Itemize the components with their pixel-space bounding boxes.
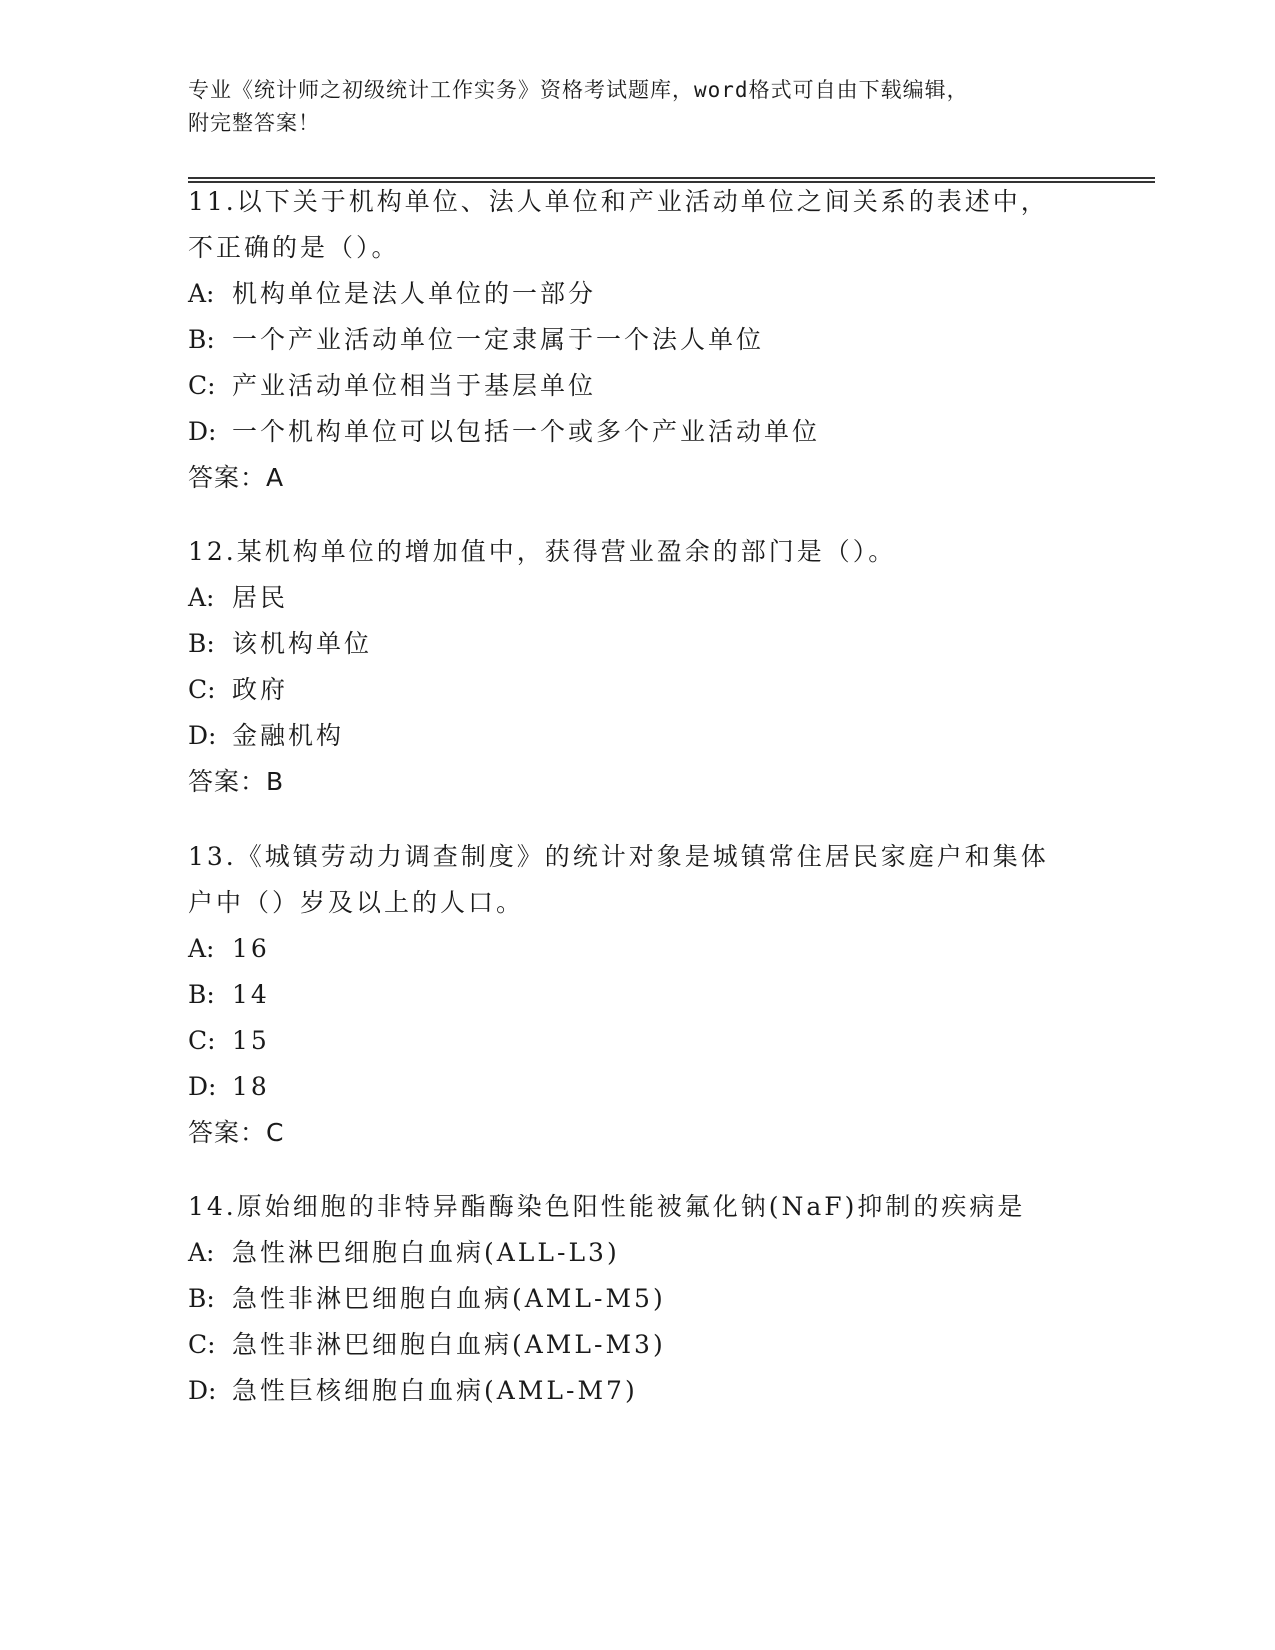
question-11 [188, 179, 1088, 501]
option-key: C: [188, 1026, 216, 1055]
question-12 [188, 529, 1088, 805]
option-key: C: [188, 675, 216, 704]
question-13 [188, 834, 1088, 1156]
option-key: D: [188, 417, 217, 446]
option-key: B: [188, 629, 215, 658]
option-a [188, 926, 1088, 972]
option-key: C: [188, 371, 216, 400]
option-text: 居民 [232, 583, 289, 612]
question-stem: 户中（）岁及以上的人口。 [188, 888, 525, 917]
option-key: A: [188, 583, 215, 612]
option-c [188, 1018, 1088, 1064]
option-c [188, 363, 1088, 409]
option-key: D: [188, 721, 217, 750]
option-d [188, 713, 1088, 759]
question-stem: 13.《城镇劳动力调查制度》的统计对象是城镇常住居民家庭户和集体 [188, 842, 1049, 871]
question-stem: 14.原始细胞的非特异酯酶染色阳性能被氟化钠(NaF)抑制的疾病是 [188, 1192, 1026, 1221]
option-a [188, 1230, 1088, 1276]
option-text: 政府 [232, 675, 289, 704]
header-line-2: 附完整答案！ [188, 111, 320, 135]
option-key: B: [188, 1284, 215, 1313]
option-c [188, 667, 1088, 713]
answer-label: 答案：A [188, 463, 285, 492]
option-text: 急性巨核细胞白血病(AML-M7) [232, 1376, 638, 1405]
option-text: 16 [232, 934, 270, 963]
option-b [188, 621, 1088, 667]
option-a [188, 575, 1088, 621]
option-key: A: [188, 1238, 215, 1267]
option-key: B: [188, 325, 215, 354]
option-key: D: [188, 1376, 217, 1405]
option-text: 一个产业活动单位一定隶属于一个法人单位 [232, 325, 765, 354]
option-b [188, 1276, 1088, 1322]
option-key: B: [188, 980, 215, 1009]
option-d [188, 409, 1088, 455]
answer-label: 答案：C [188, 1118, 285, 1147]
option-text: 产业活动单位相当于基层单位 [232, 371, 597, 400]
option-b [188, 317, 1088, 363]
option-key: C: [188, 1330, 216, 1359]
option-text: 18 [232, 1072, 270, 1101]
option-b [188, 972, 1088, 1018]
option-text: 14 [232, 980, 270, 1009]
question-stem: 不正确的是（）。 [188, 233, 400, 262]
option-text: 金融机构 [232, 721, 345, 750]
header-line-1: 专业《统计师之初级统计工作实务》资格考试题库，word格式可自由下载编辑， [188, 78, 969, 102]
option-text: 机构单位是法人单位的一部分 [232, 279, 597, 308]
answer-label: 答案：B [188, 767, 285, 796]
option-c [188, 1322, 1088, 1368]
option-a [188, 271, 1088, 317]
option-text: 一个机构单位可以包括一个或多个产业活动单位 [232, 417, 821, 446]
question-14 [188, 1184, 1088, 1414]
option-text: 15 [232, 1026, 270, 1055]
option-key: A: [188, 279, 215, 308]
option-d [188, 1064, 1088, 1110]
option-text: 急性非淋巴细胞白血病(AML-M3) [232, 1330, 666, 1359]
document-header [188, 74, 1088, 140]
question-stem: 12.某机构单位的增加值中，获得营业盈余的部门是（）。 [188, 537, 897, 566]
option-key: D: [188, 1072, 217, 1101]
option-text: 急性非淋巴细胞白血病(AML-M5) [232, 1284, 666, 1313]
option-text: 急性淋巴细胞白血病(ALL-L3) [232, 1238, 620, 1267]
question-stem: 11.以下关于机构单位、法人单位和产业活动单位之间关系的表述中， [188, 187, 1049, 216]
option-text: 该机构单位 [232, 629, 373, 658]
option-d [188, 1368, 1088, 1414]
option-key: A: [188, 934, 215, 963]
